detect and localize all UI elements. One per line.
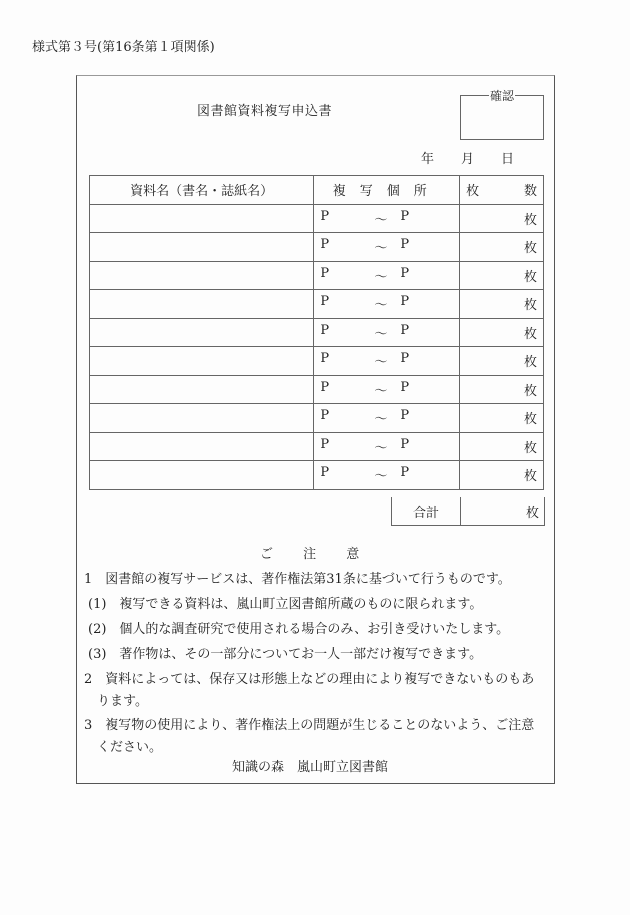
notice-line-2: 2 資料によっては、保存又は形態上などの理由により複写できないものもあ: [84, 672, 535, 687]
notice-line-2-cont: ります。: [97, 694, 148, 709]
copy-pages-field[interactable]: [314, 461, 460, 490]
copy-pages-field[interactable]: [314, 261, 460, 290]
page-from-label: P: [320, 322, 330, 338]
page-to-label: P: [400, 465, 410, 481]
page-from-label: P: [320, 379, 330, 395]
sheet-unit-label: 枚: [523, 355, 537, 371]
page-to-label: P: [400, 294, 410, 310]
table-row: [90, 318, 544, 347]
page-to-label: P: [400, 379, 410, 395]
page-from-label: P: [320, 294, 330, 310]
tilde-label: ～: [374, 355, 388, 371]
tilde-label: ～: [374, 298, 388, 314]
header-sheets: [460, 176, 544, 205]
material-name-field[interactable]: [90, 204, 314, 233]
page-from-label: P: [320, 265, 330, 281]
date-day-label: 日: [501, 152, 515, 167]
page-to-label: P: [400, 351, 410, 367]
material-name-field[interactable]: [90, 261, 314, 290]
sheets-field[interactable]: [460, 347, 544, 376]
tilde-label: ～: [374, 212, 388, 228]
sheet-unit-label: 枚: [523, 326, 537, 342]
copy-pages-field[interactable]: [314, 432, 460, 461]
copy-pages-field[interactable]: [314, 404, 460, 433]
table-row: [90, 375, 544, 404]
tilde-label: ～: [374, 412, 388, 428]
copy-pages-field[interactable]: [314, 233, 460, 262]
notice-line-1: 1 図書館の複写サービスは、著作権法第31条に基づいて行うものです。: [84, 572, 511, 587]
sheet-unit-label: 枚: [523, 412, 537, 428]
page-to-label: P: [400, 436, 410, 452]
tilde-label: ～: [374, 269, 388, 285]
header-sheets-right: 数: [523, 184, 537, 200]
date-year-label: 年: [421, 152, 435, 167]
table-header-row: [90, 176, 544, 205]
notice-line-1-2: (2) 個人的な調査研究で使用される場合のみ、お引き受けいたします。: [88, 622, 510, 637]
header-material-name: 資料名（書名・誌紙名）: [90, 176, 314, 205]
sheet-unit-label: 枚: [523, 440, 537, 456]
table-row: [90, 404, 544, 433]
table-row: [90, 347, 544, 376]
copy-pages-field[interactable]: [314, 290, 460, 319]
notice-line-3: 3 複写物の使用により、著作権法上の問題が生じることのないよう、ご注意: [84, 718, 535, 733]
sheet-unit-label: 枚: [523, 383, 537, 399]
tilde-label: ～: [374, 326, 388, 342]
page-to-label: P: [400, 208, 410, 224]
copy-pages-field[interactable]: [314, 347, 460, 376]
total-label: 合計: [391, 497, 461, 526]
copy-pages-field[interactable]: [314, 318, 460, 347]
page-from-label: P: [320, 351, 330, 367]
sheet-unit-label: 枚: [523, 298, 537, 314]
material-name-field[interactable]: [90, 404, 314, 433]
material-name-field[interactable]: [90, 375, 314, 404]
notice-line-1-3: (3) 著作物は、その一部分についてお一人一部だけ複写できます。: [88, 647, 483, 662]
page-to-label: P: [400, 237, 410, 253]
sheet-unit-label: 枚: [523, 469, 537, 485]
sheets-field[interactable]: [460, 318, 544, 347]
material-name-field[interactable]: [90, 233, 314, 262]
page-from-label: P: [320, 436, 330, 452]
notice-line-3-cont: ください。: [97, 740, 163, 755]
form-title: 図書館資料複写申込書: [197, 104, 333, 119]
form-number-label: 様式第３号(第16条第１項関係): [32, 40, 215, 55]
header-copy-pages: 複写個所: [314, 176, 460, 205]
table-row: [90, 432, 544, 461]
sheet-unit-label: 枚: [523, 241, 537, 257]
page-from-label: P: [320, 408, 330, 424]
total-unit: 枚: [525, 505, 539, 521]
tilde-label: ～: [374, 440, 388, 456]
table-row: [90, 204, 544, 233]
sheet-unit-label: 枚: [523, 212, 537, 228]
total-sheets-field[interactable]: [461, 497, 545, 526]
sheets-field[interactable]: [460, 404, 544, 433]
page-to-label: P: [400, 265, 410, 281]
page-from-label: P: [320, 208, 330, 224]
sheets-field[interactable]: [460, 432, 544, 461]
notice-title: ご 注 意: [260, 547, 360, 562]
table-row: [90, 261, 544, 290]
copy-pages-field[interactable]: [314, 204, 460, 233]
copy-pages-field[interactable]: [314, 375, 460, 404]
sheets-field[interactable]: [460, 204, 544, 233]
material-name-field[interactable]: [90, 347, 314, 376]
page-from-label: P: [320, 237, 330, 253]
header-sheets-left: 枚: [466, 184, 480, 200]
sheets-field[interactable]: [460, 461, 544, 490]
sheets-field[interactable]: [460, 290, 544, 319]
confirm-label: 確認: [489, 89, 515, 103]
table-row: [90, 233, 544, 262]
material-name-field[interactable]: [90, 461, 314, 490]
sheets-field[interactable]: [460, 375, 544, 404]
material-name-field[interactable]: [90, 432, 314, 461]
page-to-label: P: [400, 408, 410, 424]
page-to-label: P: [400, 322, 410, 338]
sheets-field[interactable]: [460, 233, 544, 262]
tilde-label: ～: [374, 469, 388, 485]
notice-line-1-1: (1) 複写できる資料は、嵐山町立図書館所蔵のものに限られます。: [88, 597, 483, 612]
sheet-unit-label: 枚: [523, 269, 537, 285]
sheets-field[interactable]: [460, 261, 544, 290]
date-month-label: 月: [461, 152, 475, 167]
tilde-label: ～: [374, 383, 388, 399]
material-name-field[interactable]: [90, 318, 314, 347]
page-from-label: P: [320, 465, 330, 481]
material-name-field[interactable]: [90, 290, 314, 319]
table-row: [90, 290, 544, 319]
confirm-box: [460, 89, 544, 140]
copy-request-table: [89, 175, 544, 490]
library-name-footer: 知識の森 嵐山町立図書館: [232, 760, 389, 775]
tilde-label: ～: [374, 241, 388, 257]
total-row: [391, 497, 545, 526]
table-row: [90, 461, 544, 490]
